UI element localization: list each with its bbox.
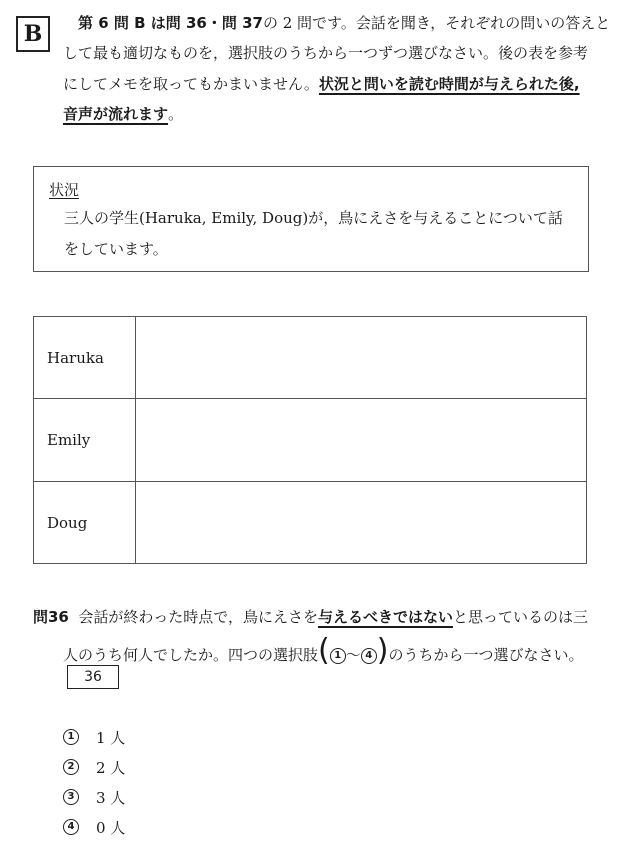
intro-line-3-text: にしてメモを取ってもかまいません。 — [63, 75, 319, 93]
situation-text-line-2: をしています。 — [64, 240, 168, 258]
intro-line-1 — [78, 13, 610, 33]
intro-line-3 — [63, 74, 580, 94]
question-emphasis: 与えるべきではない — [317, 608, 453, 626]
right-paren: ) — [376, 633, 389, 668]
choice-text: 1 人 — [96, 729, 126, 747]
question-line-1 — [33, 607, 588, 627]
table-row — [34, 317, 587, 399]
speaker-name: Emily — [34, 399, 136, 482]
speaker-name: Doug — [34, 482, 136, 564]
table-row — [34, 482, 587, 564]
situation-box — [33, 166, 589, 272]
choice-number: 1 — [63, 729, 79, 745]
question-label: 問36 — [33, 608, 69, 626]
intro-emphasis-2: 音声が流れます — [63, 105, 169, 123]
range-separator: ～ — [345, 646, 361, 664]
choice-number: 4 — [63, 819, 79, 835]
question-text-a: 会話が終わった時点で，鳥にえさを — [78, 608, 318, 626]
answer-box[interactable]: 36 — [67, 665, 119, 689]
intro-line-4-end: 。 — [168, 105, 184, 123]
situation-text-line-1: 三人の学生(Haruka, Emily, Doug)が，鳥にえさを与えることについて話 — [64, 209, 563, 227]
choice-text: 2 人 — [96, 759, 126, 777]
question-text-b: と思っているのは三 — [453, 608, 589, 626]
question-text-c: 人のうち何人でしたか。四つの選択肢 — [63, 646, 319, 664]
intro-problem-ref: 第 6 問 B は問 36・問 37 — [78, 14, 263, 32]
choice-text: 0 人 — [96, 819, 126, 837]
range-end-number: 4 — [361, 648, 377, 664]
situation-label: 状況 — [49, 181, 80, 199]
memo-cell[interactable] — [136, 482, 587, 564]
choice-number: 3 — [63, 789, 79, 805]
memo-cell[interactable] — [136, 317, 587, 399]
intro-line-1-text: の 2 問です。会話を聞き，それぞれの問いの答えと — [262, 14, 611, 32]
range-start-number: 1 — [330, 648, 346, 664]
question-text-d: のうちから一つ選びなさい。 — [388, 646, 584, 664]
table-row — [34, 399, 587, 482]
choice-number: 2 — [63, 759, 79, 775]
choice-text: 3 人 — [96, 789, 126, 807]
speaker-name: Haruka — [34, 317, 136, 399]
section-marker: B — [16, 16, 50, 52]
intro-emphasis: 状況と問いを読む時間が与えられた後, — [318, 75, 580, 93]
memo-cell[interactable] — [136, 399, 587, 482]
memo-table — [33, 316, 587, 564]
intro-line-2: して最も適切なものを，選択肢のうちから一つずつ選びなさい。後の表を参考 — [63, 44, 589, 62]
left-paren: ( — [318, 633, 330, 668]
question-line-2 — [63, 633, 584, 668]
intro-line-4 — [63, 104, 183, 124]
